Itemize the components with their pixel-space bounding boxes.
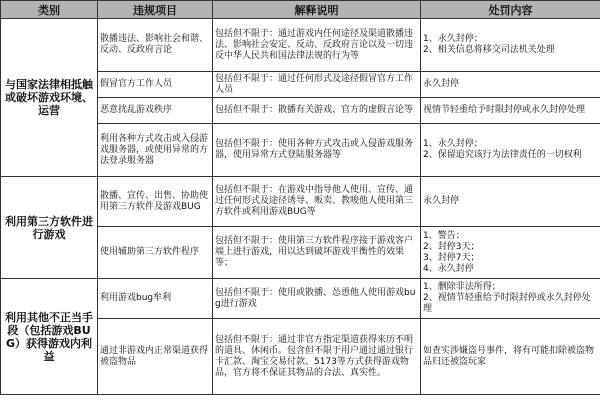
explanation-cell: 包括但不限于：使用或散播、怂恿他人使用游戏bug进行游戏 — [213, 279, 421, 319]
penalty-cell: 永久封停 — [421, 177, 600, 227]
explanation-cell: 包括但不限于：通过非官方指定渠道获得来历不明的道具、休闲币。包含但不限于用户通过通过银行卡汇款、淘宝交易付款、5173等方式获得游戏物品，官方将不保证其物品的合法、真实性。 — [213, 319, 421, 395]
table-row — [1, 177, 600, 227]
category-cell: 与国家法律相抵触或破坏游戏环境、运营 — [1, 19, 98, 177]
header-item: 违规项目 — [98, 1, 213, 19]
table-row — [1, 19, 600, 72]
penalty-cell: 视情节轻重给予时限封停或永久封停处理 — [421, 98, 600, 124]
item-cell: 通过非游戏内正常渠道获得被盗物品 — [98, 319, 213, 395]
item-cell: 恶意扰乱游戏秩序 — [98, 98, 213, 124]
explanation-cell: 包括但不限于：散播有关游戏、官方的虚假言论等 — [213, 98, 421, 124]
table-row — [1, 279, 600, 319]
penalty-cell: 1、永久封停； 2、保留追究该行为法律责任的一切权利 — [421, 124, 600, 177]
penalty-cell: 1、永久封停； 2、相关信息将移交司法机关处理 — [421, 19, 600, 72]
header-explanation: 解释说明 — [213, 1, 421, 19]
item-cell: 利用各种方式攻击或入侵游戏服务器，或使用异常的方法登录服务器 — [98, 124, 213, 177]
item-cell: 使用辅助第三方软件程序 — [98, 227, 213, 279]
header-category: 类别 — [1, 1, 98, 19]
item-cell: 利用游戏bug牟利 — [98, 279, 213, 319]
item-cell: 散播、宣传、出售、协助使用第三方软件及游戏BUG — [98, 177, 213, 227]
explanation-cell: 包括但不限于：通过任何形式及途径假冒官方工作人员 — [213, 72, 421, 98]
explanation-cell: 包括但不限于：通过游戏内任何途径及渠道散播违法、影响社会安定、反动、反政府言论以及一切违反中华人民共和国法律法规的行为等 — [213, 19, 421, 72]
explanation-cell: 包括但不限于：使用各种方式攻击或入侵游戏服务器，使用异常方式登陆服务器等 — [213, 124, 421, 177]
penalty-cell: 如查实涉嫌盗号事件，将有可能扣除被盗物品归还被盗玩家 — [421, 319, 600, 395]
penalty-cell: 1、删除非法所得； 2、视情节轻重给予时限封停或永久封停处理 — [421, 279, 600, 319]
category-cell: 利用第三方软件进行游戏 — [1, 177, 98, 279]
penalty-cell: 1、警告； 2、封停3天； 3、封停7天； 4、永久封停 — [421, 227, 600, 279]
item-cell: 假冒官方工作人员 — [98, 72, 213, 98]
explanation-cell: 包括但不限于：使用第三方软件程序接于游戏客户端上进行游戏，用以达到破坏游戏平衡性的效果等； — [213, 227, 421, 279]
item-cell: 散播违法、影响社会和谐、反动、反政府言论 — [98, 19, 213, 72]
penalty-cell: 永久封停 — [421, 72, 600, 98]
header-row — [1, 1, 600, 19]
header-penalty: 处罚内容 — [421, 1, 600, 19]
category-cell: 利用其他不正当手段（包括游戏BUG）获得游戏内利益 — [1, 279, 98, 395]
explanation-cell: 包括但不限于：在游戏中指导他人使用、宣传、通过任何形式及途径诱导、贩卖、教唆他人使用第三方软件或利用游戏BUG等 — [213, 177, 421, 227]
